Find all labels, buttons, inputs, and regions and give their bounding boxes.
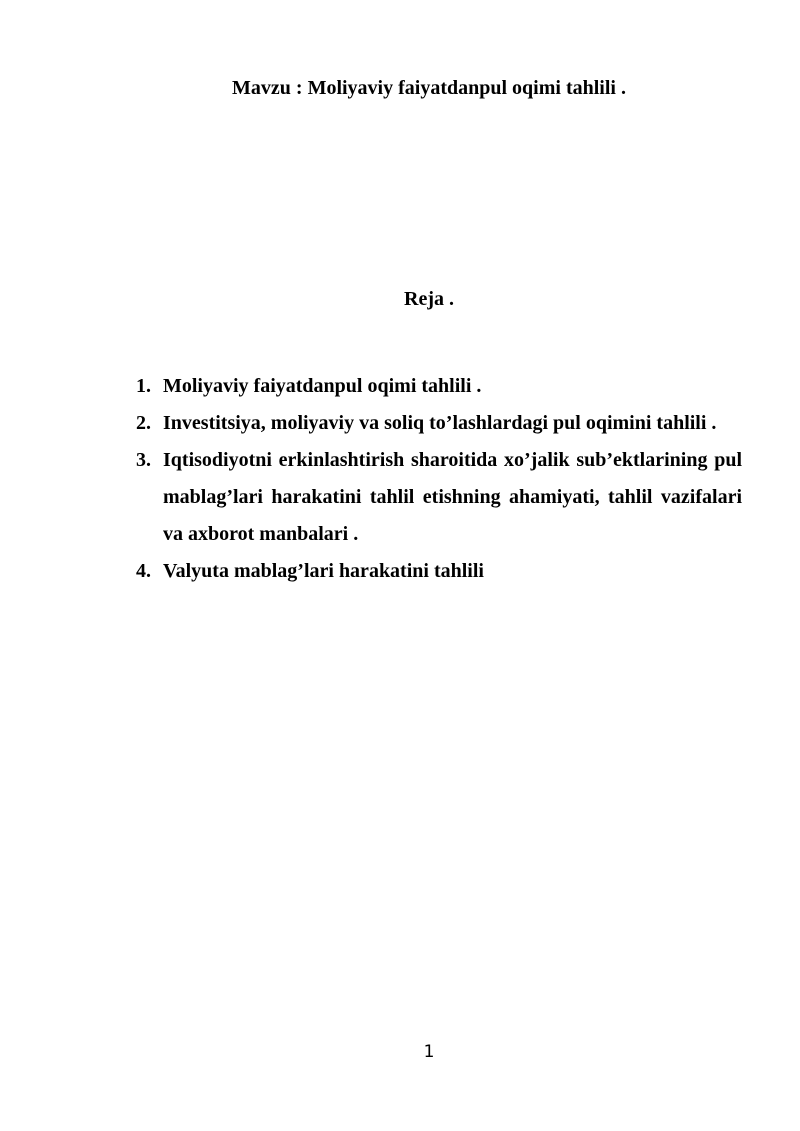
plan-item-number: 2. [136, 412, 151, 434]
plan-item-number: 4. [136, 560, 151, 582]
plan-item-text: Investitsiya, moliyaviy va soliq to’lashlardagi pul oqimini tahlili . [163, 412, 717, 434]
plan-heading: Reja . [404, 288, 454, 310]
plan-item-number: 1. [136, 375, 151, 397]
plan-list [136, 368, 742, 590]
page-number: 1 [423, 1042, 435, 1062]
topic-title: Mavzu : Moliyaviy faiyatdanpul oqimi tahlili . [232, 77, 626, 99]
plan-item-2 [136, 405, 742, 442]
plan-item-number: 3. [136, 449, 151, 471]
plan-item-4 [136, 553, 742, 590]
plan-item-text: Moliyaviy faiyatdanpul oqimi tahlili . [163, 375, 482, 397]
plan-item-text: Valyuta mablag’lari harakatini tahlili [163, 560, 484, 582]
plan-item-3 [136, 442, 742, 553]
plan-item-1 [136, 368, 742, 405]
plan-item-text: Iqtisodiyotni erkinlashtirish sharoitida xo’jalik sub’ektlarining pul mablag’lari harakatini tahlil etishning ahamiyati, tahlil vazifalari va axborot manbalari . [163, 449, 742, 545]
